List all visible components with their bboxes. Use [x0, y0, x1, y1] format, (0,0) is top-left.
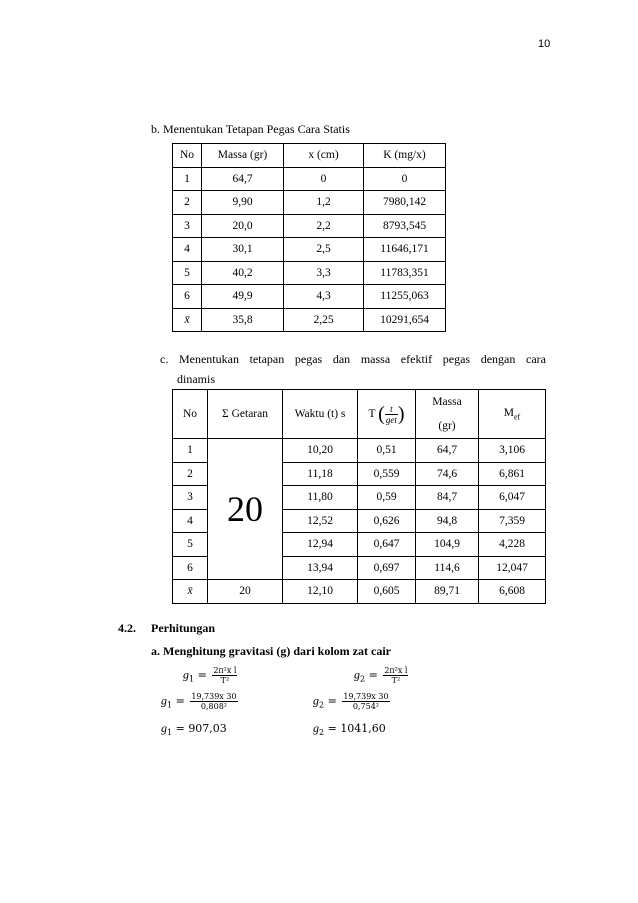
- table-cell: 2: [173, 191, 202, 215]
- header-no: No: [173, 390, 208, 439]
- table-cell: 11646,171: [364, 238, 446, 262]
- static-spring-table: [172, 143, 446, 332]
- header-no: No: [173, 144, 202, 168]
- table-cell: 0,626: [358, 509, 416, 533]
- table-cell: 8793,545: [364, 214, 446, 238]
- table-cell: 0: [284, 167, 364, 191]
- table-cell: 114,6: [416, 556, 479, 580]
- table-cell: 12,10: [283, 580, 358, 604]
- g2-substitution: $g_2$ = $\frac{19,739x 30}{\text{0,754²}}$: [313, 692, 389, 711]
- table-row: [173, 439, 546, 463]
- header-x: x (cm): [284, 144, 364, 168]
- table-cell: 20: [208, 580, 283, 604]
- fraction-numerator: 2π²x l: [213, 666, 237, 675]
- table-cell: 49,9: [202, 285, 284, 309]
- table-cell: 4,228: [479, 533, 546, 557]
- table-cell: 4: [173, 509, 208, 533]
- g2-result: $g_2 = 1041,60$: [313, 721, 386, 738]
- header-massa: [416, 390, 479, 439]
- table-cell: 6,608: [479, 580, 546, 604]
- g2-result-value: 1041,60: [340, 722, 386, 735]
- massa-unit: (gr): [438, 420, 456, 432]
- fraction-denominator: T²: [391, 676, 401, 685]
- table-cell: 13,94: [283, 556, 358, 580]
- table-cell: 104,9: [416, 533, 479, 557]
- section-b-heading: b. Menentukan Tetapan Pegas Cara Statis: [151, 122, 350, 136]
- table-cell: 1: [173, 167, 202, 191]
- header-massa: Massa (gr): [202, 144, 284, 168]
- table-cell: 6: [173, 285, 202, 309]
- table-cell: 0,647: [358, 533, 416, 557]
- table-cell: 0,59: [358, 486, 416, 510]
- table-cell: 20,0: [202, 214, 284, 238]
- header-k: K (mg/x): [364, 144, 446, 168]
- g1-formula-fraction: [212, 666, 237, 685]
- left-paren: (: [378, 402, 385, 425]
- table-cell: 11255,063: [364, 285, 446, 309]
- table-cell: 6,047: [479, 486, 546, 510]
- g2-symbol: g: [354, 667, 360, 682]
- right-paren: ): [397, 402, 405, 425]
- fraction-denominator: get: [385, 414, 397, 425]
- table-cell: 11,80: [283, 486, 358, 510]
- g1-symbol: g: [183, 667, 189, 682]
- table-cell: 10,20: [283, 439, 358, 463]
- table-cell: 6: [173, 556, 208, 580]
- table-cell: 0,605: [358, 580, 416, 604]
- table-header-row: [173, 390, 546, 439]
- table-cell: 30,1: [202, 238, 284, 262]
- table-cell: 2,5: [284, 238, 364, 262]
- header-getaran: Σ Getaran: [208, 390, 283, 439]
- g1-formula: $g_1$ = $\frac{\text{2π²x l}}{\text{T²}}$: [183, 666, 237, 685]
- table-cell: 3: [173, 486, 208, 510]
- g2-subst-fraction: [342, 692, 389, 711]
- mef-subscript: ef: [514, 412, 521, 422]
- period-fraction: [385, 404, 398, 425]
- mean-row: [173, 308, 446, 332]
- table-cell: 1: [173, 439, 208, 463]
- g2-subscript: 2: [360, 674, 366, 684]
- table-cell: 4: [173, 238, 202, 262]
- table-cell: 89,71: [416, 580, 479, 604]
- table-cell: 40,2: [202, 261, 284, 285]
- table-cell: 3,3: [284, 261, 364, 285]
- g2-formula-fraction: [383, 666, 408, 685]
- mef-label: M: [503, 406, 514, 419]
- header-period: [358, 390, 416, 439]
- table-cell: 2,25: [284, 308, 364, 332]
- header-waktu: Waktu (t) s: [283, 390, 358, 439]
- table-row: [173, 261, 446, 285]
- g1-subscript: 1: [189, 674, 195, 684]
- table-header-row: [173, 144, 446, 168]
- section-c-heading-line2: dinamis: [177, 372, 215, 386]
- table-cell: 7980,142: [364, 191, 446, 215]
- mean-symbol: x̄: [173, 308, 202, 332]
- fraction-denominator: T²: [220, 676, 230, 685]
- table-cell: 5: [173, 261, 202, 285]
- table-cell: 0,697: [358, 556, 416, 580]
- table-cell: 9,90: [202, 191, 284, 215]
- table-row: [173, 167, 446, 191]
- section-title: Perhitungan: [151, 621, 216, 635]
- table-cell: 0,559: [358, 462, 416, 486]
- fraction-numerator: 19,739x 30: [191, 692, 237, 701]
- fraction-numerator: 19,739x 30: [343, 692, 389, 701]
- table-cell: 11783,351: [364, 261, 446, 285]
- getaran-merged-cell: 20: [208, 439, 283, 580]
- table-cell: 12,047: [479, 556, 546, 580]
- table-cell: 3: [173, 214, 202, 238]
- table-cell: 4,3: [284, 285, 364, 309]
- table-row: [173, 191, 446, 215]
- g1-result-value: 907,03: [188, 722, 227, 735]
- subsection-a-heading: a. Menghitung gravitasi (g) dari kolom zat cair: [151, 644, 391, 658]
- table-cell: 10291,654: [364, 308, 446, 332]
- table-cell: 0,51: [358, 439, 416, 463]
- table-cell: 3,106: [479, 439, 546, 463]
- period-label: T: [368, 407, 376, 420]
- table-cell: 2,2: [284, 214, 364, 238]
- table-cell: 35,8: [202, 308, 284, 332]
- table-cell: 94,8: [416, 509, 479, 533]
- table-cell: 84,7: [416, 486, 479, 510]
- table-cell: 12,52: [283, 509, 358, 533]
- fraction-numerator: 2π²x l: [384, 666, 408, 675]
- g1-substitution: $g_1$ = $\frac{19,739x 30}{\text{0,808²}}$: [161, 692, 237, 711]
- table-cell: 12,94: [283, 533, 358, 557]
- table-cell: 6,861: [479, 462, 546, 486]
- g1-result: $g_1 = 907,03$: [161, 721, 227, 738]
- table-cell: 74,6: [416, 462, 479, 486]
- section-c-heading: c. Menentukan tetapan pegas dan massa efektif pegas dengan cara: [160, 352, 546, 366]
- table-cell: 7,359: [479, 509, 546, 533]
- page-number: 10: [538, 38, 551, 50]
- massa-label: Massa: [432, 396, 462, 408]
- table-cell: 2: [173, 462, 208, 486]
- table-cell: 64,7: [416, 439, 479, 463]
- table-cell: 0: [364, 167, 446, 191]
- table-cell: 5: [173, 533, 208, 557]
- table-row: [173, 238, 446, 262]
- fraction-numerator: t: [385, 404, 398, 415]
- header-mef: [479, 390, 546, 439]
- g1-subst-fraction: [190, 692, 237, 711]
- mean-symbol: x̄: [173, 580, 208, 604]
- dynamic-spring-table: [172, 389, 546, 604]
- fraction-denominator: 0,808²: [200, 702, 227, 711]
- fraction-denominator: 0,754²: [352, 702, 379, 711]
- table-cell: 64,7: [202, 167, 284, 191]
- table-row: [173, 285, 446, 309]
- table-cell: 11,18: [283, 462, 358, 486]
- g2-formula: $g_2$ = $\frac{\text{2π²x l}}{\text{T²}}$: [354, 666, 408, 685]
- section-number: 4.2.: [118, 621, 136, 635]
- table-cell: 1,2: [284, 191, 364, 215]
- mean-row: [173, 580, 546, 604]
- table-row: [173, 214, 446, 238]
